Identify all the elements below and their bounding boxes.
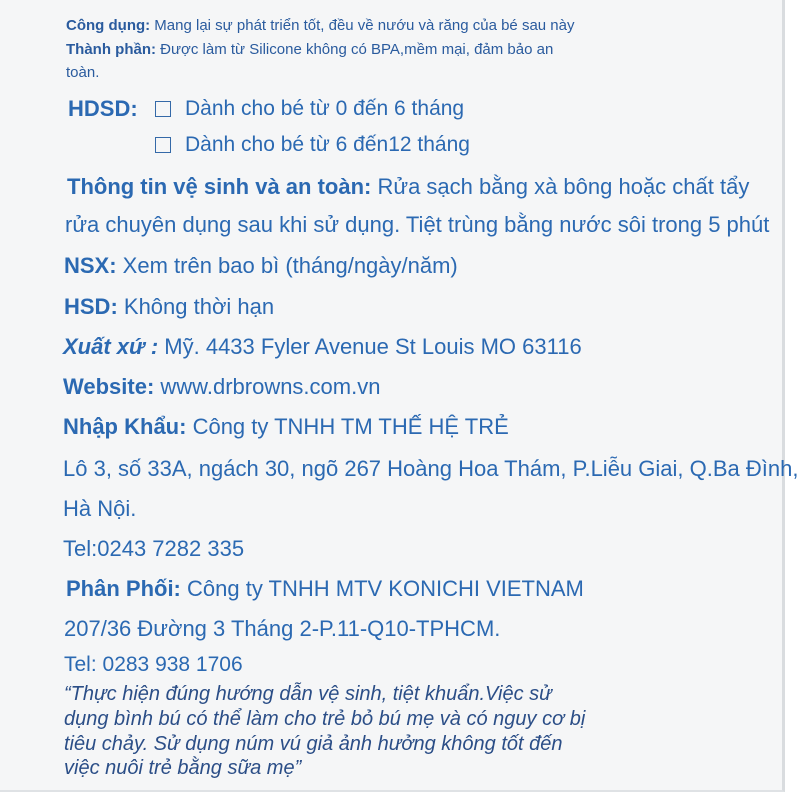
hdsd-label: HDSD: (68, 96, 138, 121)
cong-dung-line (66, 17, 574, 34)
nhap-khau-address2: Hà Nội. (63, 496, 137, 521)
warning-line-1: dụng bình bú có thể làm cho trẻ bỏ bú mẹ và có nguy cơ bị (64, 708, 586, 730)
phan-phoi-label: Phân Phối: (66, 576, 181, 601)
cong-dung-label: Công dụng: (66, 17, 151, 34)
thanh-phan-cont: toàn. (66, 64, 100, 81)
website-label: Website: (63, 374, 155, 399)
website-line (63, 374, 380, 400)
hdsd-option-0[interactable] (155, 97, 464, 121)
cong-dung-text: Mang lại sự phát triển tốt, đều về nướu và răng của bé sau này (150, 17, 575, 34)
thanh-phan-line (66, 41, 553, 58)
hsd-line (64, 294, 274, 320)
xuat-xu-text: Mỹ. 4433 Fyler Avenue St Louis MO 63116 (158, 334, 582, 359)
checkbox-icon[interactable] (155, 101, 171, 117)
hdsd-option-label: Dành cho bé từ 0 đến 6 tháng (185, 97, 465, 120)
hdsd-option-label: Dành cho bé từ 6 đến12 tháng (185, 133, 470, 156)
ve-sinh-line (67, 174, 749, 200)
nsx-label: NSX: (64, 253, 117, 278)
hdsd-option-1[interactable] (155, 133, 470, 157)
warning-line-3: việc nuôi trẻ bằng sữa mẹ” (64, 757, 302, 779)
hsd-text: Không thời hạn (117, 294, 275, 319)
checkbox-icon[interactable] (155, 137, 171, 153)
ve-sinh-text: Rửa sạch bằng xà bông hoặc chất tẩy (371, 174, 750, 199)
warning-line-0: “Thực hiện đúng hướng dẫn vệ sinh, tiệt khuẩn.Việc sử (64, 683, 552, 705)
nhap-khau-address1: Lô 3, số 33A, ngách 30, ngõ 267 Hoàng Hoa Thám, P.Liễu Giai, Q.Ba Đình, (63, 456, 799, 481)
nhap-khau-line (63, 414, 509, 440)
nhap-khau-phone: Tel:0243 7282 335 (63, 536, 245, 561)
ve-sinh-label: Thông tin vệ sinh và an toàn: (67, 174, 372, 199)
phan-phoi-phone: Tel: 0283 938 1706 (64, 653, 243, 676)
warning-line-2: tiêu chảy. Sử dụng núm vú giả ảnh hưởng không tốt đến (64, 733, 563, 755)
phan-phoi-line (66, 576, 584, 602)
thanh-phan-label: Thành phần: (66, 41, 156, 58)
nhap-khau-label: Nhập Khẩu: (63, 414, 187, 439)
xuat-xu-label: Xuất xứ : (63, 334, 159, 359)
nsx-line (64, 253, 458, 279)
nsx-text: Xem trên bao bì (tháng/ngày/năm) (116, 253, 458, 278)
thanh-phan-text: Được làm từ Silicone không có BPA,mềm mại, đảm bảo an (156, 41, 554, 58)
phan-phoi-text: Công ty TNHH MTV KONICHI VIETNAM (180, 576, 584, 601)
nhap-khau-text: Công ty TNHH TM THẾ HỆ TRẺ (186, 414, 509, 439)
xuat-xu-line (63, 334, 582, 360)
phan-phoi-address: 207/36 Đường 3 Tháng 2-P.11-Q10-TPHCM. (64, 616, 501, 641)
hsd-label: HSD: (64, 294, 118, 319)
ve-sinh-cont: rửa chuyên dụng sau khi sử dụng. Tiệt trùng bằng nước sôi trong 5 phút (65, 212, 770, 237)
website-link[interactable]: www.drbrowns.com.vn (154, 374, 381, 399)
